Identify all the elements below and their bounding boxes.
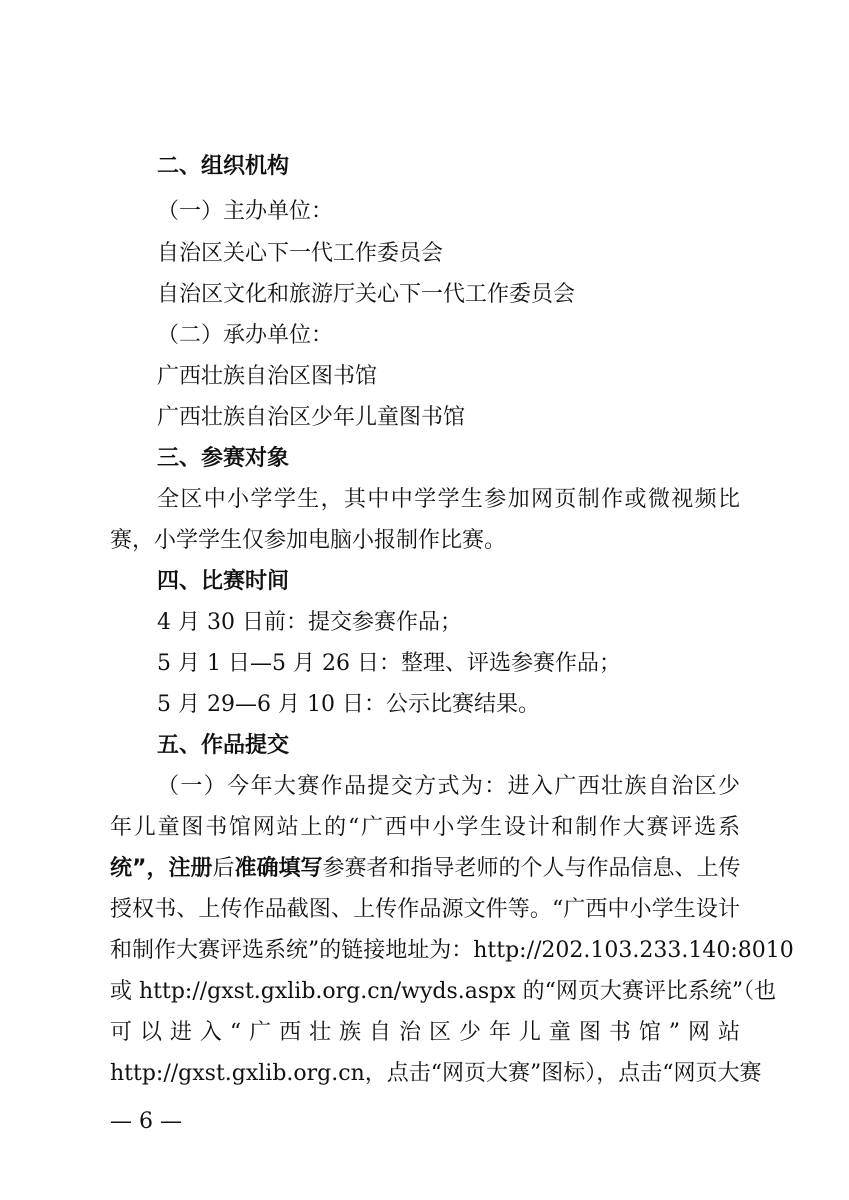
schedule-item-3: 5 月 29—6 月 10 日：公示比赛结果。 [157, 692, 540, 717]
submission-paragraph-line-3 [110, 854, 740, 884]
section-heading-organization: 二、组织机构 [157, 154, 290, 179]
submission-paragraph-line-2: 年儿童图书馆网站上的“广西中小学生设计和制作大赛评选系 [110, 815, 740, 840]
participants-paragraph-line-2: 赛，小学学生仅参加电脑小报制作比赛。 [110, 528, 507, 553]
organizer-unit-2: 广西壮族自治区少年儿童图书馆 [157, 405, 466, 430]
submission-line-3-part-e: 参赛者和指导老师的个人与作品信息、上传 [322, 856, 741, 881]
schedule-item-1: 4 月 30 日前：提交参赛作品； [157, 610, 462, 635]
submission-paragraph-line-6: 或 http://gxst.gxlib.org.cn/wyds.aspx 的“网页大赛评比系统”（也 [110, 979, 777, 1004]
section-heading-schedule: 四、比赛时间 [157, 569, 290, 594]
section-heading-participants: 三、参赛对象 [157, 446, 290, 471]
submission-paragraph-line-5: 和制作大赛评选系统”的链接地址为：http://202.103.233.140:8010 [110, 938, 794, 963]
submission-paragraph-line-8: http://gxst.gxlib.org.cn，点击“网页大赛”图标），点击“网页大赛 [110, 1061, 762, 1086]
subheading-host: （一）主办单位： [157, 199, 334, 224]
page-number: — 6 — [110, 1109, 182, 1134]
participants-paragraph-line-1: 全区中小学学生，其中中学学生参加网页制作或微视频比 [157, 487, 740, 512]
submission-paragraph-line-4: 授权书、上传作品截图、上传作品源文件等。“广西中小学生设计 [110, 897, 740, 922]
section-heading-submission: 五、作品提交 [157, 733, 290, 758]
submission-line-3-part-a: 统”， [110, 856, 169, 881]
submission-line-3-part-c: 后 [212, 856, 235, 881]
submission-paragraph-line-7: 可以进入“广西壮族自治区少年儿童图书馆”网站 [110, 1020, 740, 1045]
subheading-organizer: （二）承办单位： [157, 323, 334, 348]
organizer-unit-1: 广西壮族自治区图书馆 [157, 364, 378, 389]
register-emphasis: 注册 [168, 856, 213, 881]
host-unit-2: 自治区文化和旅游厅关心下一代工作委员会 [157, 282, 576, 307]
submission-paragraph-line-1: （一）今年大赛作品提交方式为：进入广西壮族自治区少 [157, 774, 740, 799]
schedule-item-2: 5 月 1 日—5 月 26 日：整理、评选参赛作品； [157, 651, 621, 676]
fill-accurately-emphasis: 准确填写 [234, 856, 323, 881]
host-unit-1: 自治区关心下一代工作委员会 [157, 241, 444, 266]
